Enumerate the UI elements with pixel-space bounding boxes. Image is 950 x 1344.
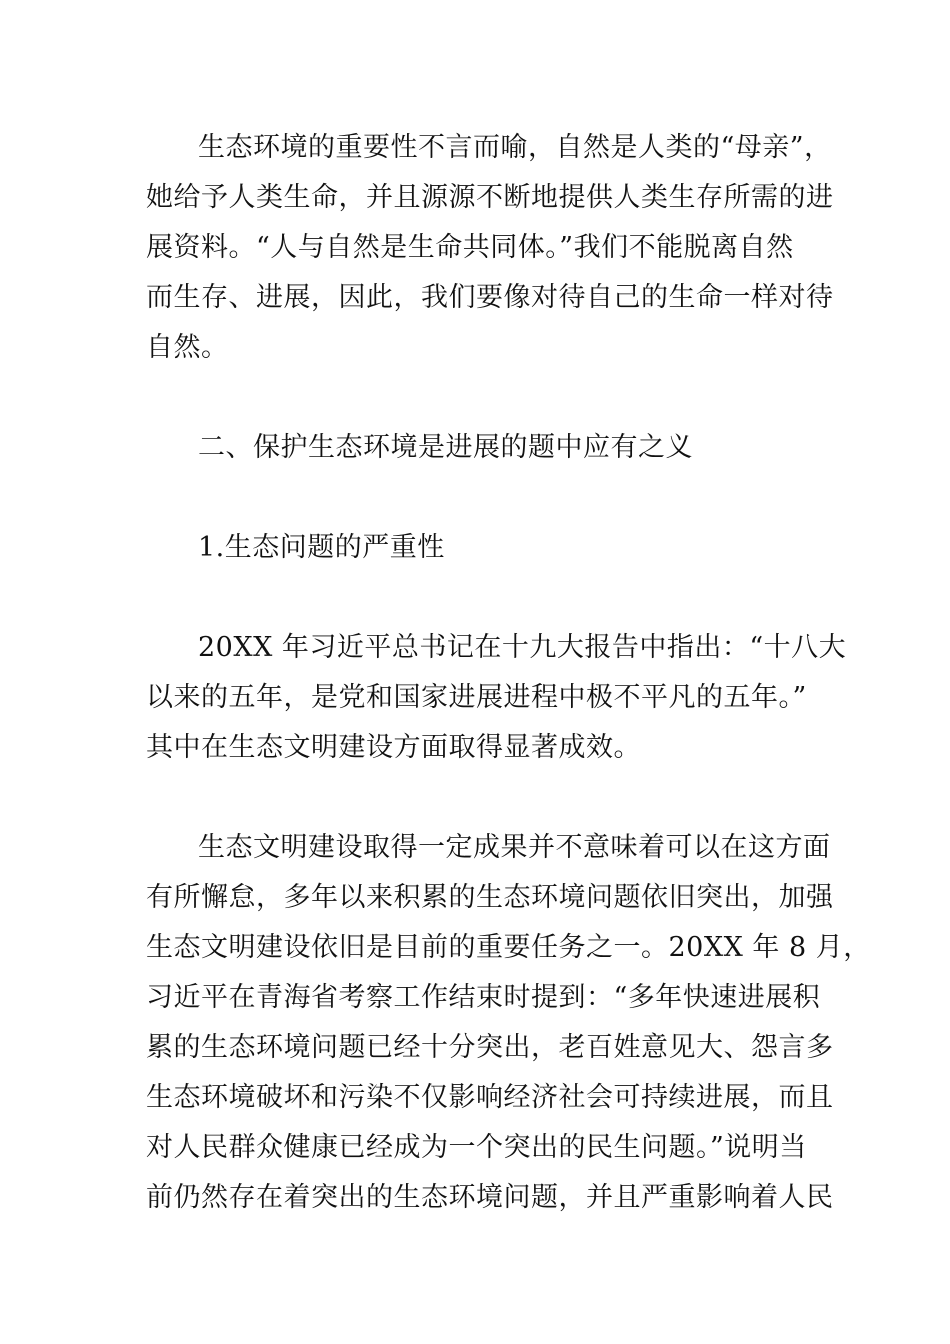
section-heading: 二、保护生态环境是进展的题中应有之义 bbox=[198, 432, 693, 463]
paragraph-1-line-5: 自然。 bbox=[146, 332, 229, 363]
paragraph-2-line-3: 其中在生态文明建设方面取得显著成效。 bbox=[146, 732, 641, 763]
paragraph-3-line-7: 对人民群众健康已经成为一个突出的民生问题。”说明当 bbox=[146, 1132, 807, 1163]
subsection-heading: 1.生态问题的严重性 bbox=[198, 532, 445, 563]
paragraph-3-line-2: 有所懈怠，多年以来积累的生态环境问题依旧突出，加强 bbox=[146, 882, 834, 913]
paragraph-2-line-1: 20XX 年习近平总书记在十九大报告中指出：“十八大 bbox=[198, 632, 847, 663]
paragraph-3-line-4: 习近平在青海省考察工作结束时提到：“多年快速进展积 bbox=[146, 982, 821, 1013]
paragraph-3-line-1: 生态文明建设取得一定成果并不意味着可以在这方面 bbox=[198, 832, 831, 863]
paragraph-1-line-3: 展资料。“人与自然是生命共同体。”我们不能脱离自然 bbox=[146, 232, 794, 263]
paragraph-3-line-8: 前仍然存在着突出的生态环境问题，并且严重影响着人民 bbox=[146, 1182, 834, 1213]
paragraph-1-line-4: 而生存、进展，因此，我们要像对待自己的生命一样对待 bbox=[146, 282, 834, 313]
paragraph-1-line-1: 生态环境的重要性不言而喻，自然是人类的“母亲”， bbox=[198, 132, 832, 163]
paragraph-3-line-6: 生态环境破坏和污染不仅影响经济社会可持续进展，而且 bbox=[146, 1082, 834, 1113]
paragraph-3-line-3: 生态文明建设依旧是目前的重要任务之一。20XX 年 8 月， bbox=[146, 932, 871, 963]
paragraph-2-line-2: 以来的五年，是党和国家进展进程中极不平凡的五年。” bbox=[146, 682, 807, 713]
paragraph-1-line-2: 她给予人类生命，并且源源不断地提供人类生存所需的进 bbox=[146, 182, 834, 213]
paragraph-3-line-5: 累的生态环境问题已经十分突出，老百姓意见大、怨言多 bbox=[146, 1032, 834, 1063]
